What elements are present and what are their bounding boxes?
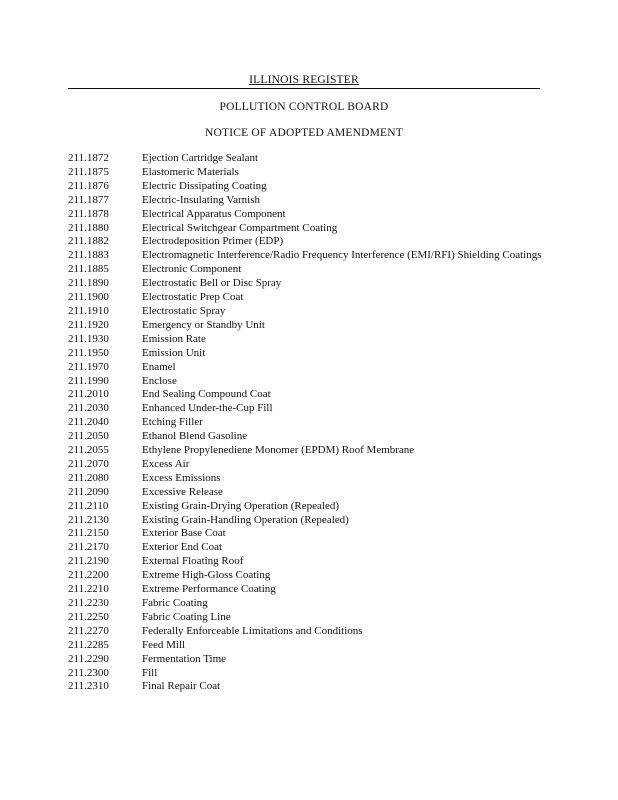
section-number: 211.1875	[68, 165, 109, 178]
section-term: Excessive Release	[142, 485, 223, 498]
section-term: Emission Unit	[142, 346, 206, 359]
section-number: 211.1910	[68, 304, 109, 317]
section-row	[68, 222, 548, 236]
section-row	[68, 430, 548, 444]
section-number: 211.2090	[68, 485, 109, 498]
section-term: Electrical Switchgear Compartment Coating	[142, 221, 338, 234]
section-term: Electric-Insulating Varnish	[142, 193, 261, 206]
section-term: Exterior Base Coat	[142, 527, 226, 540]
section-term: Electric Dissipating Coating	[142, 179, 267, 192]
section-term: Fill	[142, 666, 158, 679]
section-row	[68, 347, 548, 361]
section-term: Fabric Coating	[142, 597, 208, 609]
section-term: Federally Enforceable Limitations and Conditions	[142, 624, 363, 637]
section-number: 211.2170	[68, 541, 109, 554]
section-term: Ethanol Blend Gasoline	[142, 430, 248, 443]
register-title: ILLINOIS REGISTER	[249, 74, 359, 86]
section-number: 211.2230	[68, 597, 109, 609]
section-number: 211.2080	[68, 471, 109, 484]
section-row	[68, 333, 548, 347]
section-row	[68, 527, 548, 541]
section-term: Elastomeric Materials	[142, 165, 239, 178]
notice-title: NOTICE OF ADOPTED AMENDMENT	[204, 127, 404, 139]
section-row	[68, 208, 548, 222]
section-term: Extreme Performance Coating	[142, 583, 276, 596]
section-row	[68, 472, 548, 486]
section-row	[68, 569, 548, 583]
section-term: Excess Air	[142, 457, 190, 470]
section-number: 211.2300	[68, 666, 109, 679]
section-row	[68, 486, 548, 500]
section-number: 211.2050	[68, 430, 109, 443]
section-number: 211.1930	[68, 332, 109, 345]
section-number: 211.2055	[68, 444, 109, 457]
section-number: 211.1920	[68, 318, 109, 331]
section-row	[68, 319, 548, 333]
section-term: End Sealing Compound Coat	[142, 388, 271, 401]
section-term: Ejection Cartridge Sealant	[142, 152, 259, 164]
section-row	[68, 305, 548, 319]
section-term: External Floating Roof	[142, 555, 244, 568]
section-term: Final Repair Coat	[142, 680, 221, 693]
section-number: 211.2010	[68, 388, 109, 401]
section-number: 211.2150	[68, 527, 109, 540]
section-number: 211.2250	[68, 610, 109, 623]
section-number: 211.2040	[68, 416, 109, 429]
section-list	[68, 152, 548, 694]
section-number: 211.1890	[68, 277, 109, 290]
section-term: Feed Mill	[142, 638, 186, 651]
section-number: 211.2290	[68, 652, 109, 665]
section-row	[68, 667, 548, 681]
section-row	[68, 541, 548, 555]
section-row	[68, 235, 548, 249]
section-number: 211.2210	[68, 583, 109, 596]
section-number: 211.1878	[68, 207, 109, 220]
section-number: 211.2200	[68, 569, 109, 582]
section-number: 211.1872	[68, 152, 109, 164]
section-term: Emission Rate	[142, 332, 206, 345]
section-term: Extreme High-Gloss Coating	[142, 569, 271, 582]
section-term: Enhanced Under-the-Cup Fill	[142, 402, 273, 415]
section-row	[68, 291, 548, 305]
section-number: 211.2070	[68, 457, 109, 470]
section-term: Etching Filler	[142, 416, 203, 429]
section-row	[68, 611, 548, 625]
section-number: 211.2310	[68, 680, 109, 693]
section-number: 211.1900	[68, 291, 109, 304]
section-number: 211.1970	[68, 360, 109, 373]
section-row	[68, 555, 548, 569]
section-term: Electrodeposition Primer (EDP)	[142, 235, 284, 248]
section-term: Fermentation Time	[142, 652, 227, 665]
section-term: Electromagnetic Interference/Radio Frequency Interference (EMI/RFI) Shielding Coatings	[142, 249, 542, 262]
section-term: Existing Grain-Drying Operation (Repealed)	[142, 499, 340, 512]
section-row	[68, 514, 548, 528]
section-term: Electrostatic Spray	[142, 304, 226, 317]
section-row	[68, 597, 548, 611]
section-number: 211.1885	[68, 263, 109, 276]
section-row	[68, 277, 548, 291]
section-row	[68, 653, 548, 667]
section-row	[68, 625, 548, 639]
section-number: 211.2030	[68, 402, 109, 415]
section-term: Electrostatic Bell or Disc Spray	[142, 277, 282, 290]
section-row	[68, 180, 548, 194]
section-row	[68, 375, 548, 389]
section-row	[68, 263, 548, 277]
section-row	[68, 402, 548, 416]
section-row	[68, 583, 548, 597]
section-row	[68, 194, 548, 208]
section-number: 211.2110	[68, 499, 109, 512]
section-number: 211.2190	[68, 555, 109, 568]
section-row	[68, 639, 548, 653]
section-number: 211.1877	[68, 193, 109, 206]
section-term: Ethylene Propylenediene Monomer (EPDM) Roof Membrane	[142, 444, 415, 457]
section-row	[68, 152, 548, 166]
section-row	[68, 500, 548, 514]
section-row	[68, 388, 548, 402]
section-number: 211.1950	[68, 346, 109, 359]
section-term: Exterior End Coat	[142, 541, 223, 554]
register-header	[68, 73, 540, 89]
section-number: 211.1882	[68, 235, 109, 248]
agency-title: POLLUTION CONTROL BOARD	[219, 101, 389, 113]
section-term: Electrical Apparatus Component	[142, 207, 286, 220]
section-number: 211.2270	[68, 624, 109, 637]
section-row	[68, 680, 548, 694]
section-term: Enamel	[142, 360, 176, 373]
header-rule	[68, 88, 540, 89]
section-number: 211.1883	[68, 249, 109, 262]
section-row	[68, 249, 548, 263]
section-term: Electrostatic Prep Coat	[142, 291, 244, 304]
section-term: Enclose	[142, 374, 177, 387]
section-number: 211.2130	[68, 513, 109, 526]
section-row	[68, 416, 548, 430]
section-term: Emergency or Standby Unit	[142, 318, 265, 331]
section-number: 211.1990	[68, 374, 109, 387]
section-term: Existing Grain-Handling Operation (Repealed)	[142, 513, 349, 526]
section-row	[68, 444, 548, 458]
section-row	[68, 361, 548, 375]
section-number: 211.1876	[68, 179, 109, 192]
section-number: 211.2285	[68, 638, 109, 651]
section-term: Electronic Component	[142, 263, 242, 276]
section-row	[68, 458, 548, 472]
section-term: Fabric Coating Line	[142, 610, 231, 623]
section-number: 211.1880	[68, 221, 109, 234]
section-row	[68, 166, 548, 180]
section-term: Excess Emissions	[142, 471, 221, 484]
